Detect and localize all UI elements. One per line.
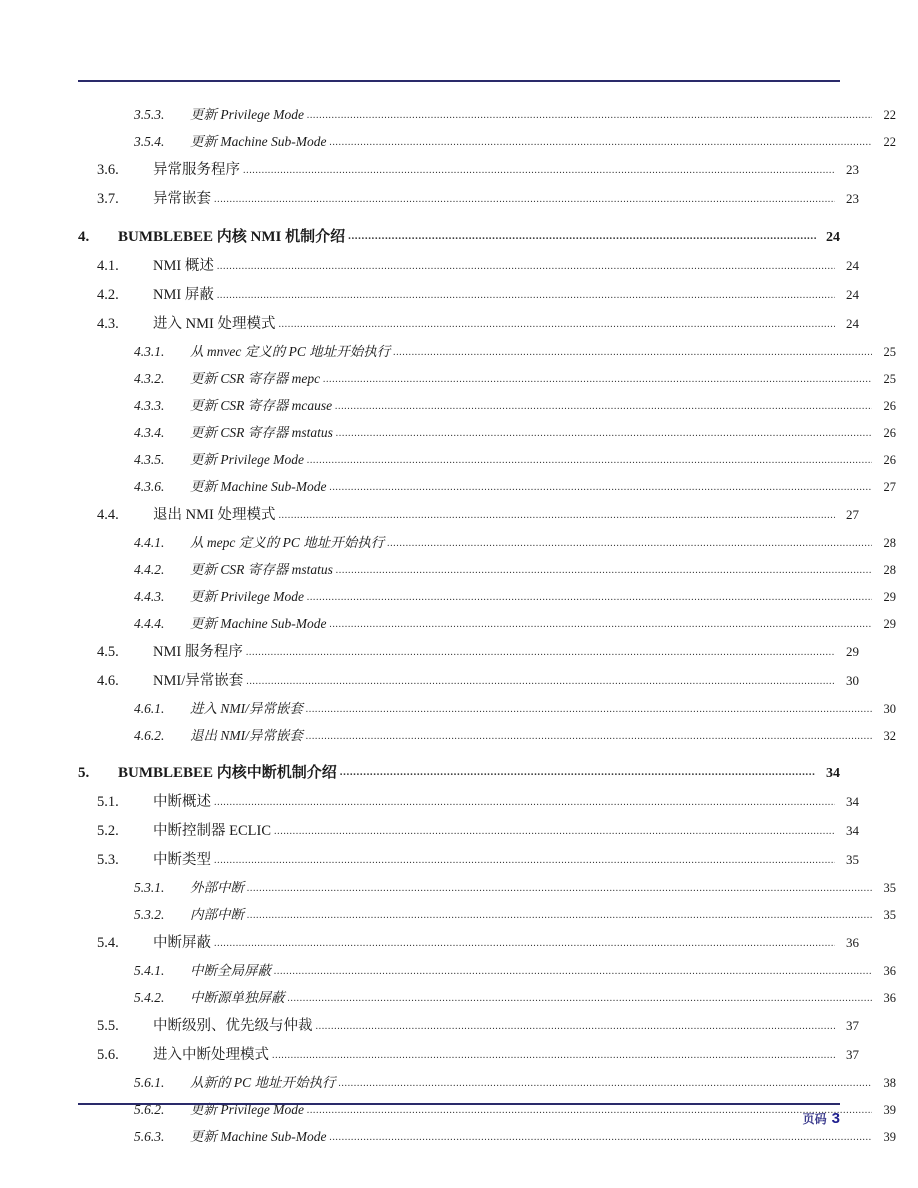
toc-entry[interactable] bbox=[78, 585, 896, 605]
toc-entry-page: 35 bbox=[883, 908, 896, 922]
toc-entry[interactable] bbox=[78, 448, 896, 468]
toc-entry[interactable] bbox=[78, 312, 859, 333]
toc-entry[interactable] bbox=[78, 340, 896, 360]
toc-entry-page: 36 bbox=[883, 964, 896, 978]
toc-entry-page: 37 bbox=[846, 1018, 859, 1033]
toc-entry-page: 34 bbox=[826, 766, 840, 781]
toc-leader-dots bbox=[246, 676, 835, 687]
toc-entry-page: 22 bbox=[883, 135, 896, 149]
toc-leader-dots bbox=[348, 230, 816, 242]
toc-entry-number: 4.1. bbox=[97, 258, 119, 274]
toc-leader-dots bbox=[288, 993, 873, 1004]
toc-entry[interactable] bbox=[78, 367, 896, 387]
toc-leader-dots bbox=[316, 1021, 836, 1032]
toc-entry[interactable] bbox=[78, 103, 896, 123]
toc-entry-number: 3.6. bbox=[97, 162, 119, 178]
toc-entry-number: 5. bbox=[78, 765, 90, 781]
toc-entry-number: 4.4.1. bbox=[134, 535, 165, 550]
toc-entry-title: 异常嵌套 bbox=[153, 191, 211, 207]
toc-entry-number: 4.4. bbox=[97, 507, 119, 523]
toc-entry-number: 5.5. bbox=[97, 1018, 119, 1034]
toc-leader-dots bbox=[214, 855, 835, 866]
toc-entry-number: 4.6.2. bbox=[134, 728, 165, 743]
toc-entry[interactable] bbox=[78, 558, 896, 578]
toc-entry[interactable] bbox=[78, 283, 859, 304]
toc-leader-dots bbox=[329, 137, 872, 148]
toc-entry-number: 4. bbox=[78, 229, 90, 245]
toc-entry[interactable] bbox=[78, 1014, 859, 1035]
toc-entry-page: 27 bbox=[883, 480, 896, 494]
toc-leader-dots bbox=[336, 428, 872, 439]
toc-leader-dots bbox=[247, 883, 872, 894]
toc-entry-number: 4.4.3. bbox=[134, 589, 165, 604]
toc-entry-page: 29 bbox=[846, 644, 859, 659]
toc-leader-dots bbox=[329, 1132, 872, 1143]
toc-entry-page: 37 bbox=[846, 1047, 859, 1062]
toc-entry-title: 更新 Privilege Mode bbox=[190, 452, 304, 467]
toc-leader-dots bbox=[307, 110, 872, 121]
toc-entry-title: 更新 Privilege Mode bbox=[190, 107, 304, 122]
table-of-contents bbox=[78, 96, 896, 1145]
toc-entry-page: 26 bbox=[883, 453, 896, 467]
toc-entry-page: 28 bbox=[883, 563, 896, 577]
toc-entry-number: 4.6. bbox=[97, 673, 119, 689]
toc-leader-dots bbox=[340, 766, 816, 778]
toc-entry[interactable] bbox=[78, 848, 859, 869]
toc-entry-number: 4.3.6. bbox=[134, 479, 165, 494]
toc-entry-title: 退出 NMI 处理模式 bbox=[153, 507, 276, 523]
toc-leader-dots bbox=[306, 731, 872, 742]
toc-entry-title: BUMBLEBEE 内核中断机制介绍 bbox=[118, 765, 337, 781]
toc-leader-dots bbox=[274, 826, 835, 837]
toc-entry-page: 24 bbox=[846, 258, 859, 273]
toc-entry-title: 更新 Machine Sub-Mode bbox=[190, 134, 327, 149]
toc-entry-title: 进入 NMI/异常嵌套 bbox=[190, 701, 303, 716]
toc-entry[interactable] bbox=[78, 421, 896, 441]
toc-entry-page: 23 bbox=[846, 162, 859, 177]
footer-page-number: 3 bbox=[831, 1110, 840, 1127]
toc-entry-page: 28 bbox=[883, 536, 896, 550]
toc-entry-number: 5.6.2. bbox=[134, 1102, 165, 1117]
toc-entry-page: 25 bbox=[883, 372, 896, 386]
toc-entry-number: 5.4. bbox=[97, 935, 119, 951]
toc-entry-title: NMI 概述 bbox=[153, 258, 214, 274]
toc-entry-page: 39 bbox=[883, 1130, 896, 1144]
toc-leader-dots bbox=[214, 194, 835, 205]
toc-entry-page: 26 bbox=[883, 426, 896, 440]
toc-entry-title: 异常服务程序 bbox=[153, 162, 240, 178]
toc-entry-title: 中断级别、优先级与仲裁 bbox=[153, 1018, 313, 1034]
toc-entry-title: NMI 屏蔽 bbox=[153, 287, 214, 303]
toc-entry-number: 4.3.4. bbox=[134, 425, 165, 440]
toc-entry-title: 进入中断处理模式 bbox=[153, 1047, 269, 1063]
toc-leader-dots bbox=[329, 619, 872, 630]
toc-entry-page: 36 bbox=[846, 935, 859, 950]
toc-leader-dots bbox=[329, 482, 872, 493]
toc-entry-page: 35 bbox=[883, 881, 896, 895]
toc-leader-dots bbox=[214, 938, 835, 949]
toc-entry-page: 30 bbox=[883, 702, 896, 716]
toc-entry-title: 更新 Privilege Mode bbox=[190, 1102, 304, 1117]
toc-entry-title: 从 mnvec 定义的 PC 地址开始执行 bbox=[190, 344, 391, 359]
toc-entry-title: BUMBLEBEE 内核 NMI 机制介绍 bbox=[118, 229, 346, 245]
toc-leader-dots bbox=[306, 704, 872, 715]
toc-entry-title: 更新 Machine Sub-Mode bbox=[190, 479, 327, 494]
toc-entry-page: 24 bbox=[846, 287, 859, 302]
toc-entry[interactable] bbox=[78, 986, 896, 1006]
toc-leader-dots bbox=[214, 797, 835, 808]
toc-entry[interactable] bbox=[78, 225, 840, 246]
toc-entry-title: 更新 CSR 寄存器 mepc bbox=[190, 371, 321, 386]
toc-entry-page: 35 bbox=[846, 852, 859, 867]
toc-entry[interactable] bbox=[78, 187, 859, 208]
toc-entry-page: 23 bbox=[846, 191, 859, 206]
footer-label: 页码 bbox=[802, 1112, 827, 1126]
toc-entry-number: 4.6.1. bbox=[134, 701, 165, 716]
toc-entry-page: 36 bbox=[883, 991, 896, 1005]
toc-entry-page: 24 bbox=[826, 230, 840, 245]
toc-entry-title: 更新 CSR 寄存器 mcause bbox=[190, 398, 333, 413]
toc-leader-dots bbox=[336, 565, 872, 576]
toc-entry[interactable] bbox=[78, 697, 896, 717]
toc-entry[interactable] bbox=[78, 394, 896, 414]
toc-entry-number: 4.4.2. bbox=[134, 562, 165, 577]
toc-entry-number: 3.5.3. bbox=[134, 107, 165, 122]
toc-entry[interactable] bbox=[78, 640, 859, 661]
toc-entry-title: 中断控制器 ECLIC bbox=[153, 823, 272, 839]
toc-entry-title: 从 mepc 定义的 PC 地址开始执行 bbox=[190, 535, 385, 550]
toc-entry-title: 更新 Machine Sub-Mode bbox=[190, 1129, 327, 1144]
toc-entry-title: 从新的 PC 地址开始执行 bbox=[190, 1075, 336, 1090]
toc-entry-number: 5.6. bbox=[97, 1047, 119, 1063]
toc-leader-dots bbox=[272, 1050, 835, 1061]
toc-entry-number: 5.6.3. bbox=[134, 1129, 165, 1144]
toc-leader-dots bbox=[243, 165, 835, 176]
toc-entry-number: 3.5.4. bbox=[134, 134, 165, 149]
toc-entry[interactable] bbox=[78, 761, 840, 782]
toc-entry-title: NMI/异常嵌套 bbox=[153, 673, 244, 689]
toc-entry[interactable] bbox=[78, 503, 859, 524]
toc-entry-page: 22 bbox=[883, 108, 896, 122]
toc-entry-title: 更新 CSR 寄存器 mstatus bbox=[190, 425, 333, 440]
toc-entry-title: 中断屏蔽 bbox=[153, 935, 211, 951]
toc-entry-title: 中断全局屏蔽 bbox=[190, 963, 271, 978]
toc-entry-number: 4.3.1. bbox=[134, 344, 165, 359]
toc-entry-number: 4.3.2. bbox=[134, 371, 165, 386]
toc-entry-page: 26 bbox=[883, 399, 896, 413]
toc-entry-page: 34 bbox=[846, 823, 859, 838]
toc-entry[interactable] bbox=[78, 531, 896, 551]
toc-leader-dots bbox=[217, 261, 835, 272]
toc-entry-title: 中断概述 bbox=[153, 794, 211, 810]
toc-entry-page: 25 bbox=[883, 345, 896, 359]
toc-entry-title: 中断类型 bbox=[153, 852, 211, 868]
toc-entry-number: 5.1. bbox=[97, 794, 119, 810]
toc-entry-page: 24 bbox=[846, 316, 859, 331]
toc-leader-dots bbox=[247, 910, 872, 921]
toc-entry-page: 39 bbox=[883, 1103, 896, 1117]
toc-entry[interactable] bbox=[78, 724, 896, 744]
toc-entry-number: 4.4.4. bbox=[134, 616, 165, 631]
toc-entry[interactable] bbox=[78, 158, 859, 179]
toc-entry-page: 38 bbox=[883, 1076, 896, 1090]
toc-leader-dots bbox=[339, 1078, 872, 1089]
toc-entry-number: 3.7. bbox=[97, 191, 119, 207]
toc-entry-page: 29 bbox=[883, 590, 896, 604]
toc-entry-number: 4.3. bbox=[97, 316, 119, 332]
toc-entry-page: 32 bbox=[883, 729, 896, 743]
toc-leader-dots bbox=[323, 374, 872, 385]
toc-entry-number: 4.2. bbox=[97, 287, 119, 303]
toc-leader-dots bbox=[274, 966, 872, 977]
toc-entry[interactable] bbox=[78, 790, 859, 811]
toc-entry[interactable] bbox=[78, 931, 859, 952]
toc-leader-dots bbox=[278, 510, 835, 521]
toc-entry[interactable] bbox=[78, 475, 896, 495]
toc-entry-page: 27 bbox=[846, 507, 859, 522]
toc-entry[interactable] bbox=[78, 959, 896, 979]
header-rule bbox=[78, 80, 840, 82]
page-footer bbox=[78, 1110, 840, 1127]
toc-entry-number: 5.3. bbox=[97, 852, 119, 868]
toc-entry[interactable] bbox=[78, 612, 896, 632]
toc-entry-page: 34 bbox=[846, 794, 859, 809]
toc-leader-dots bbox=[246, 647, 835, 658]
toc-leader-dots bbox=[393, 347, 872, 358]
toc-entry[interactable] bbox=[78, 669, 859, 690]
toc-leader-dots bbox=[335, 401, 872, 412]
toc-entry-title: 更新 CSR 寄存器 mstatus bbox=[190, 562, 333, 577]
toc-entry-number: 5.4.1. bbox=[134, 963, 165, 978]
toc-entry-title: 更新 Machine Sub-Mode bbox=[190, 616, 327, 631]
toc-entry[interactable] bbox=[78, 876, 896, 896]
toc-entry-title: 进入 NMI 处理模式 bbox=[153, 316, 276, 332]
toc-leader-dots bbox=[278, 319, 835, 330]
toc-entry-title: 内部中断 bbox=[190, 907, 244, 922]
toc-entry-title: NMI 服务程序 bbox=[153, 644, 243, 660]
toc-entry[interactable] bbox=[78, 903, 896, 923]
toc-entry-number: 5.3.1. bbox=[134, 880, 165, 895]
toc-entry[interactable] bbox=[78, 1125, 896, 1145]
toc-entry-number: 5.3.2. bbox=[134, 907, 165, 922]
toc-entry[interactable] bbox=[78, 1071, 896, 1091]
toc-entry-number: 5.2. bbox=[97, 823, 119, 839]
toc-entry-title: 外部中断 bbox=[190, 880, 244, 895]
toc-entry[interactable] bbox=[78, 130, 896, 150]
toc-entry-title: 更新 Privilege Mode bbox=[190, 589, 304, 604]
toc-entry[interactable] bbox=[78, 254, 859, 275]
toc-leader-dots bbox=[307, 455, 872, 466]
toc-entry[interactable] bbox=[78, 819, 859, 840]
toc-entry-number: 4.5. bbox=[97, 644, 119, 660]
toc-entry-number: 5.4.2. bbox=[134, 990, 165, 1005]
toc-entry-page: 30 bbox=[846, 673, 859, 688]
toc-entry-title: 中断源单独屏蔽 bbox=[190, 990, 285, 1005]
toc-entry-number: 4.3.5. bbox=[134, 452, 165, 467]
toc-entry[interactable] bbox=[78, 1043, 859, 1064]
toc-leader-dots bbox=[217, 290, 835, 301]
toc-entry-title: 退出 NMI/异常嵌套 bbox=[190, 728, 303, 743]
toc-leader-dots bbox=[387, 538, 872, 549]
toc-entry-page: 29 bbox=[883, 617, 896, 631]
toc-entry-number: 5.6.1. bbox=[134, 1075, 165, 1090]
footer-rule bbox=[78, 1103, 840, 1105]
toc-leader-dots bbox=[307, 592, 872, 603]
toc-entry-number: 4.3.3. bbox=[134, 398, 165, 413]
